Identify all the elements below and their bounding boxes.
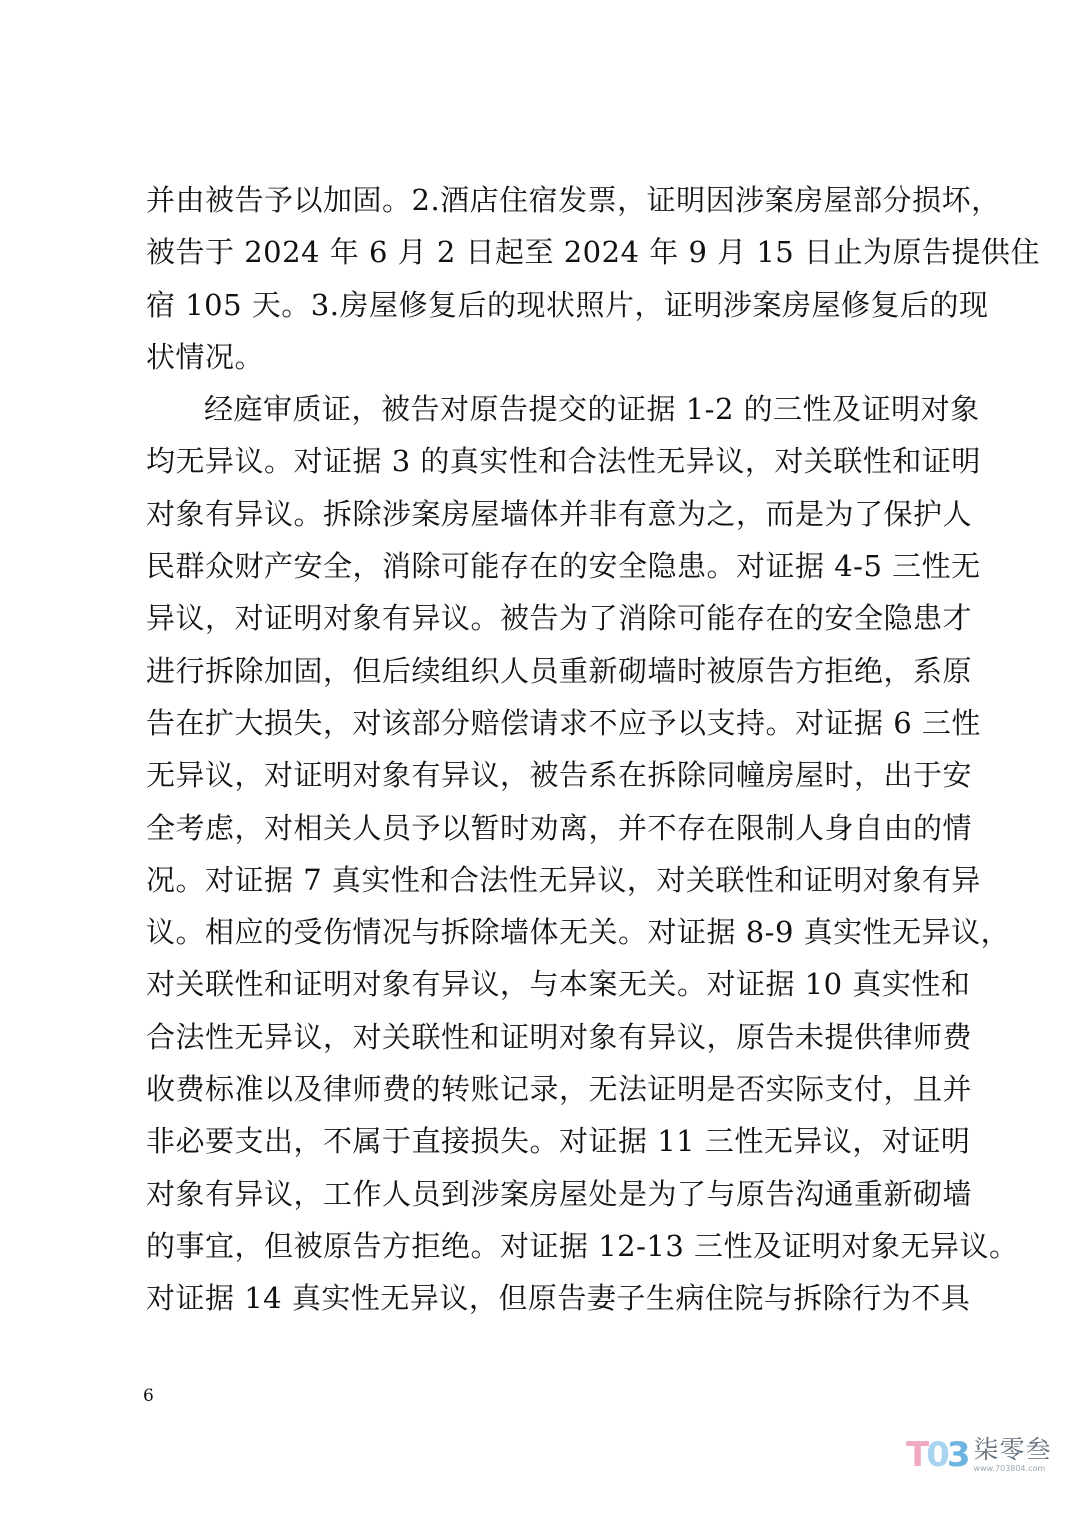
- text-line: 民群众财产安全，消除可能存在的安全隐患。对证据 4-5 三性无: [146, 549, 981, 584]
- site-watermark: [906, 1432, 1066, 1478]
- paragraph-first-line: 经庭审质证，被告对原告提交的证据 1-2 的三性及证明对象: [204, 392, 980, 427]
- watermark-name: 柒零叁: [973, 1435, 1052, 1464]
- text-line: 非必要支出，不属于直接损失。对证据 11 三性无异议，对证明: [146, 1124, 971, 1159]
- text-line: 况。对证据 7 真实性和合法性无异议，对关联性和证明对象有异: [146, 862, 981, 897]
- watermark-text: [974, 1436, 1052, 1474]
- text-line: 对关联性和证明对象有异议，与本案无关。对证据 10 真实性和: [146, 967, 971, 1002]
- page-number: 6: [143, 1386, 154, 1406]
- text-line: 对证据 14 真实性无异议，但原告妻子生病住院与拆除行为不具: [146, 1281, 971, 1316]
- watermark-logo-3: 3: [946, 1435, 968, 1475]
- watermark-logo-t: T: [906, 1435, 927, 1475]
- text-line: 状情况。: [146, 339, 265, 374]
- text-line: 对象有异议。拆除涉案房屋墙体并非有意为之，而是为了保护人: [146, 496, 973, 531]
- text-line: 议。相应的受伤情况与拆除墙体无关。对证据 8-9 真实性无异议，: [146, 915, 1011, 950]
- text-line: 均无异议。对证据 3 的真实性和合法性无异议，对关联性和证明: [146, 444, 981, 479]
- text-line: 宿 105 天。3.房屋修复后的现状照片，证明涉案房屋修复后的现: [146, 287, 989, 322]
- text-line: 告在扩大损失，对该部分赔偿请求不应予以支持。对证据 6 三性: [146, 705, 981, 740]
- document-body: [146, 174, 1040, 1325]
- text-line: 全考虑，对相关人员予以暂时劝离，并不存在限制人身自由的情: [146, 810, 973, 845]
- text-line: 对象有异议，工作人员到涉案房屋处是为了与原告沟通重新砌墙: [146, 1176, 973, 1211]
- watermark-logo-icon: [906, 1435, 968, 1475]
- text-line: 的事宜，但被原告方拒绝。对证据 12-13 三性及证明对象无异议。: [146, 1228, 1019, 1263]
- text-line: 进行拆除加固，但后续组织人员重新砌墙时被原告方拒绝，系原: [146, 653, 973, 688]
- text-line: 并由被告予以加固。2.酒店住宿发票，证明因涉案房屋部分损坏，: [146, 183, 1001, 217]
- watermark-logo-0: 0: [926, 1435, 947, 1475]
- text-line: 合法性无异议，对关联性和证明对象有异议，原告未提供律师费: [146, 1019, 973, 1054]
- text-line: 被告于 2024 年 6 月 2 日起至 2024 年 9 月 15 日止为原告提供住: [146, 235, 1040, 270]
- text-line: 无异议，对证明对象有异议，被告系在拆除同幢房屋时，出于安: [146, 758, 973, 793]
- text-line: 收费标准以及律师费的转账记录，无法证明是否实际支付，且并: [146, 1072, 973, 1107]
- text-line: 异议，对证明对象有异议。被告为了消除可能存在的安全隐患才: [146, 601, 973, 636]
- watermark-url: www.703804.com: [973, 1464, 1046, 1473]
